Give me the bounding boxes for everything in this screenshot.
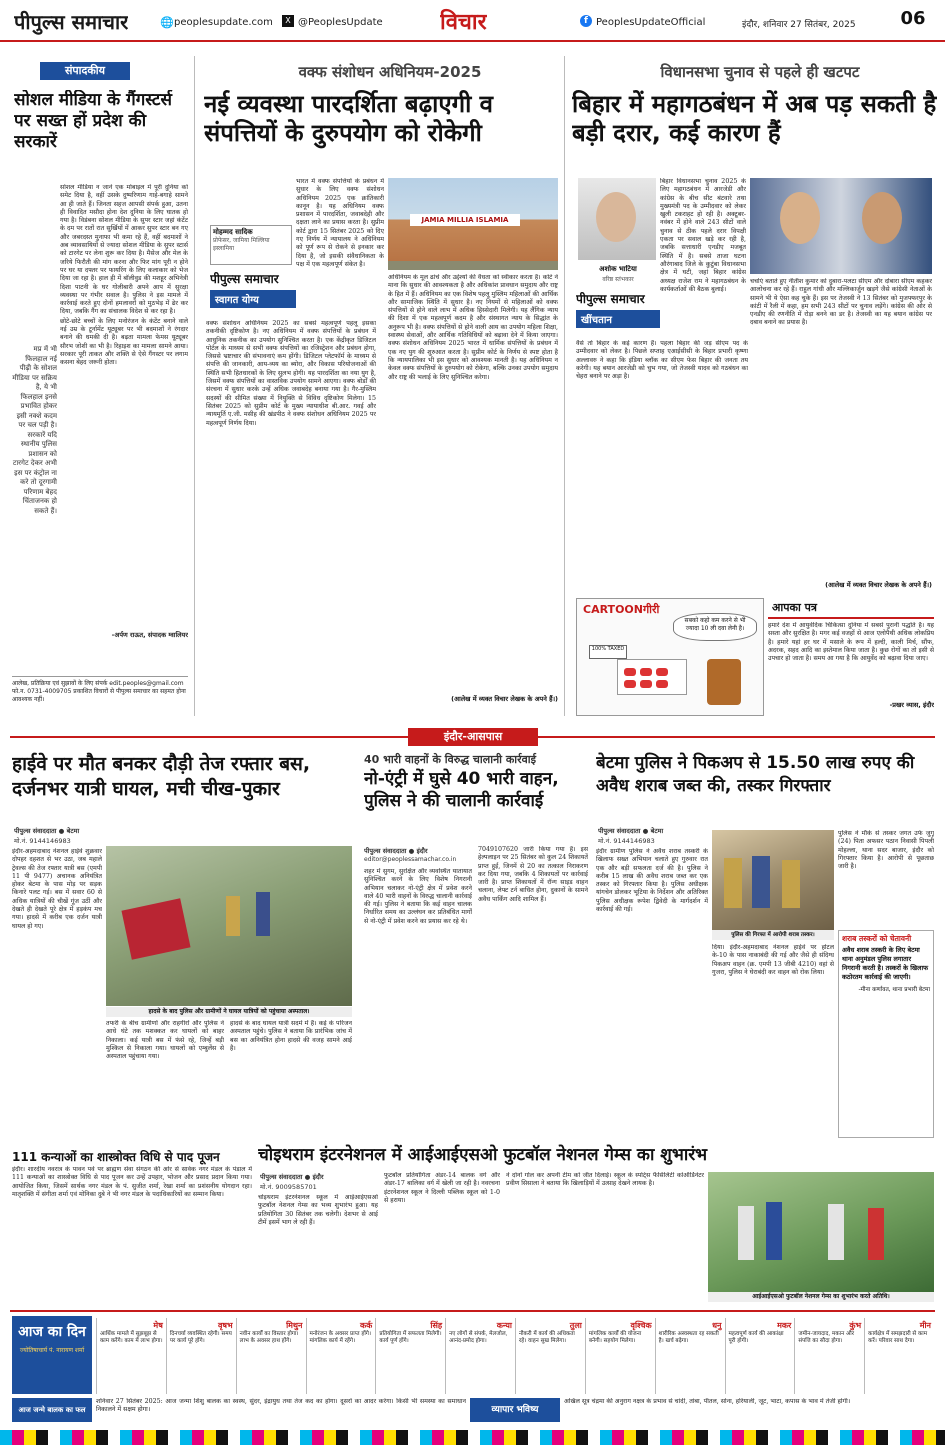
column-divider — [564, 56, 565, 716]
bus-photo-caption: हादसे के बाद पुलिस और ग्रामीणों ने घायल यात्रियों को पहुंचाया अस्पताल। — [106, 1007, 352, 1017]
issue-date: इंदौर, शनिवार 27 सितंबर, 2025 — [742, 20, 856, 30]
cartoon-box — [576, 598, 764, 716]
liquor-photo — [712, 830, 834, 930]
waqf-kicker: वक्फ संशोधन अधिनियम-2025 — [298, 63, 482, 81]
letters-box — [768, 598, 934, 716]
bihar-label-brand: पीपुल्स समाचार — [576, 292, 645, 306]
business-label: व्यापार भविष्य — [470, 1398, 560, 1422]
liquor-byline-name: पीपुल्स संवाददाता — [598, 827, 641, 835]
rashi-text: नवीन कार्यों का विस्तार होगा। लाभ के अवसर हाथ होंगे। — [239, 1331, 299, 1345]
rashi-text: मनोरंजन के अवसर प्राप्त होंगे। मांगलिक कार्य में रहेंगे। — [309, 1331, 372, 1345]
cartoon-tag: 100% TAXED — [589, 645, 627, 659]
rashi-name: कन्या — [496, 1321, 512, 1330]
bus-byline: पीपुल्स संवाददाता ● बेटमा — [14, 827, 80, 835]
kanya-body: इंदौर। शारदीय नवरात्र के पावन पर्व पर ब्राह्मण सेवा संगठन की ओर से सार्वक नगर मंडल के पंडाल में 111 कन्याओं का शास्त्रोक्त विधि से पाद पूजन कर उन्हें उपहार, भोजन और प्रसाद प्रदान किया गया। आयोजित किया, जिसमें सार्थक नगर मंडल के पं. सुजीत शर्मा, रेखा शर्मा का प्रशंसनीय योगदान रहा। मातृशक्ति में संगीता शर्मा एवं मोनिका दुबे ने भी नगर मंडल के पदाधिकारियों का सम्मान किया। — [12, 1166, 252, 1198]
rashi-name: तुला — [569, 1321, 582, 1330]
liquor-body2: दिया। इंदौर-अहमदाबाद नेशनल हाईवे पर होटल के-10 के पास नाकाबंदी की गई और जैसे ही संदिग्ध पिकअप वाहन (क्र. एमपी 13 जीबी 4210) वहां से गुजरा, पुलिस ने घेराबंदी कर वाहन को रोक लिया। — [712, 944, 834, 976]
rashi-name: वृश्चिक — [630, 1321, 652, 1330]
trucks-body1: शहर में सुगम, सुरक्षित और व्यवस्थित यातायात सुनिश्चित करने के लिए विशेष निगरानी अभियान चलाकर नो-एंट्री क्षेत्र में प्रवेश करने वाले 40 भारी वाहनों के विरुद्ध चालानी कार्रवाई की गई। पुलिस ने बताया कि कई वाहन चालक निर्धारित समय का उल्लंघन कर प्रतिबंधित मार्गों से नो-एंट्री में प्रवेश करने का प्रयास कर रहे थे। — [364, 868, 472, 925]
bus-photo — [106, 846, 352, 1006]
liquor-byline: पीपुल्स संवाददाता ● बेटमा — [598, 827, 664, 835]
bihar-footer: (आलेख में व्यक्त विचार लेखक के अपने हैं।) — [825, 581, 932, 589]
liquor-warning-title: शराब तस्करों को चेतावनी — [842, 934, 912, 943]
trucks-email[interactable]: editor@peoplessamachar.co.in — [364, 856, 457, 863]
letters-signature: -प्रखर व्यास, इंदौर — [889, 701, 934, 709]
editorial-sidebar: मप्र में भी फिलहाल नई पीढ़ी के सोशल मीडिया पर सक्रिय है, ये भी फिलहाल इनसे प्रभावित होकर इसी नक्शे कदम पर चल पड़ी है। सरकारें यदि स्थानीय पुलिस प्रशासन को टारगेट देकर अभी इस पर कंट्रोल ना करे तो दूरगामी परिणाम बेहद चिंताजनक हो सकते हैं। — [12, 345, 57, 515]
rashi-name: सिंह — [430, 1321, 443, 1330]
bus-byline-name: पीपुल्स संवाददाता — [14, 827, 57, 835]
cartoon-tablets — [617, 659, 687, 695]
rashi-name: मकर — [777, 1321, 792, 1330]
globe-icon: 🌐 — [160, 16, 174, 29]
football-byline: पीपुल्स संवाददाता ● इंदौर — [260, 1173, 324, 1181]
football-photo-caption: आईआईएसओ फुटबॉल नेशनल गेम्स का शुभारंभ करते अतिथि। — [708, 1292, 934, 1302]
bihar-kicker: विधानसभा चुनाव से पहले ही खटपट — [660, 63, 860, 81]
rashi-cell — [585, 1318, 655, 1394]
rashi-cell — [725, 1318, 795, 1394]
rashi-text: मांगलिक कार्यों की योजना बनेगी। सहयोग मिलेगा। — [588, 1331, 642, 1345]
section-title: विचार — [440, 10, 487, 35]
author-photo — [578, 178, 656, 260]
facebook-icon: f — [580, 15, 592, 27]
trucks-byline-place: इंदौर — [416, 847, 428, 855]
rashi-cell — [445, 1318, 515, 1394]
birthday-label: आज जन्मे बालक का फल — [12, 1398, 92, 1422]
bus-body1: इंदौर-अहमदाबाद नेशनल हाईवे शुक्रवार दोपहर दहशत से भर उठा, जब महाले ट्रेवल्स की तेज रफ्तार यात्री बस (एमपी 11 पी 9477) अचानक अनियंत्रित होकर बेटमा के पास मोड़ पर सड़क किनारे पलट गई। बस में सवार 60 से अधिक यात्रियों की चीखें गूंज उठीं और देखते ही देखते पूरे क्षेत्र में हड़कंप मच गया। हादसे में करीब एक दर्जन यात्री घायल हो गए। — [12, 848, 102, 930]
bus-body2: तफरी के बीच ग्रामीणों और राहगीरों और पुलिस ने आधे घंटे तक मशक्कत कर घायलों को बाहर निकाला। कई यात्री बस में फंसे रहे, जिन्हें बड़ी मुश्किल से निकाला गया। घायलों को एम्बुलेंस से अस्पताल पहुंचाया गया। — [106, 1020, 224, 1061]
editorial-label: संपादकीय — [40, 62, 130, 80]
page-number: 06 — [900, 8, 926, 29]
editorial-body-p1: सोशल मीडिया न जाने एक मोबाइल में पूरी दुनिया को समेट दिया है, वहीं उसके दुष्परिणाम गाहे-बगाहे सामने आ ही जाते हैं। जिनता सहज आपसी संपर्क हुआ, उतना ही विवादित मसौदा होना देश दुनिया के लिए घातक हो गया है। विडंबना सोशल मीडिया के सुपर स्टार जहां कंटेंट के दम पर रातों रात सुर्खियों में आकर सुपर स्टार बन गए और जबरदस्त मुनाफा भी कमा रहे हैं, वहीं बदमाशों ने अब व्यावसायियों से ज्यादा सोशल मीडिया के सुपर स्टार्स को टारगेट पर लेना शुरू कर दिया है। मैसेज और मेल के जरिये फिरौती की मांग करना और फिर मांग पूरी न होने पर घर या दफ्तर पर फायरिंग के लिए कलाकार को भेज दिया जा रहा है। हाल ही में बॉलीवुड की मशहूर अभिनेत्री दिशा पाटनी के घर गोलीबारी अपने आप में सुरक्षा व्यवस्था पर गंभीर सवाल है। पुलिस ने इस मामले में कार्रवाई करते हुए दोनों हमलावरों को मुठभेड़ में ढेर कर दिया, जबकि गैंग का संचालक विदेश से कर रहा है। — [60, 184, 188, 316]
rashi-name: वृषभ — [217, 1321, 233, 1330]
twitter-icon: X — [282, 15, 294, 27]
bihar-title: बिहार में महागठबंधन में अब पड़ सकती है बड़ी दरार, कई कारण हैं — [572, 90, 937, 147]
masthead — [0, 0, 945, 42]
rashi-name: मीन — [919, 1321, 931, 1330]
jamia-photo-sign: JAMIA MILLIA ISLAMIA — [410, 214, 520, 226]
logo: पीपुल्स समाचार — [14, 10, 129, 34]
trucks-kicker: 40 भारी वाहनों के विरुद्ध चालानी कार्रवाई — [364, 753, 537, 766]
letters-label: आपका पत्र — [768, 598, 934, 619]
rashi-cell — [515, 1318, 585, 1394]
waqf-label-brand: पीपुल्स समाचार — [210, 272, 279, 286]
birthday-text: शनिवार 27 सितंबर 2025: आज जन्मा शिशु बालक का स्वस्थ, सुंदर, इंद्रायुध तथा तेज कद का होगा। दूसरों का आदर करेगा। किसी भी समस्या का समाधान निकालने में सक्षम होगा। — [96, 1398, 466, 1414]
rashi-cell — [655, 1318, 725, 1394]
rashi-text: दिनचर्या व्यवस्थित रहेगी। समय पर कार्य पूरे होंगे। — [169, 1331, 232, 1345]
football-body3: ने दोनों गोल कर अपनी टीम को जीत दिलाई। स्कूल के स्पोर्ट्स फैसिलिटी कोऑर्डिनेटर प्रवीण सिसाला ने बताया कि खिलाड़ियों में उत्साह देखने लायक है। — [506, 1172, 704, 1188]
rashi-name: कुंभ — [849, 1321, 862, 1330]
bihar-col2: वैसे तो बिहार के कई कारण हैं। पहला बिहार की जड़ सीएम पद के उम्मीदवार को लेकर है। पिछले सप्ताह एआईसीसी के बिहार प्रभारी कृष्णा अल्लावरु ने कहा कि इंडिया ब्लॉक का सीएम फेस बिहार की जनता तय करेगी। यह बयान आरजेडी को चुभ गया, जो तेजस्वी यादव को गठबंधन का चेहरा बनाने पर अड़ा है। — [576, 340, 748, 381]
waqf-author-title: प्रोफेसर, जामिया मिल्लिया इस्लामिया — [213, 237, 270, 252]
bus-body3: हादसे के बाद घायल यात्री सदमे में हैं। कई के परिजन अस्पताल पहुंचे। पुलिस ने बताया कि प्रारंभिक जांच में बस का अनियंत्रित होना हादसे की वजह सामने आई है। — [230, 1020, 352, 1052]
facebook-handle[interactable]: PeoplesUpdateOfficial — [596, 17, 706, 28]
liquor-title: बेटमा पुलिस ने पिकअप से 15.50 लाख रुपए की अवैध शराब जब्त की, तस्कर गिरफ्तार — [596, 753, 915, 796]
bus-title: हाईवे पर मौत बनकर दौड़ी तेज रफ्तार बस, दर्जनभर यात्री घायल, मची चीख-पुकार — [12, 753, 311, 800]
rashi-name: मिथुन — [286, 1321, 303, 1330]
rashi-text: कार्यक्षेत्र में समझदारी से काम करें। परिवार साथ देगा। — [868, 1331, 928, 1345]
rashifal-rule — [10, 1310, 935, 1312]
bihar-label-box — [576, 290, 660, 338]
bus-mobile: मो.नं. 9144146983 — [14, 837, 71, 845]
rashi-cell — [375, 1318, 445, 1394]
rashi-text: शारीरिक अस्वस्थता रह सकती है। खर्च बढ़ेगा। — [658, 1331, 719, 1345]
trucks-byline: पीपुल्स संवाददाता ● इंदौर — [364, 847, 428, 855]
business-text: अखिल सूत्र चंद्रमा की अनुराग नक्षत्र के प्रभाव से चांदी, तांबा, पीतल, सोना, हरियाली, जूट, भाटा, कपास के भाव में तेजी होगी। — [564, 1398, 851, 1405]
trucks-body2: 7049107620 जारी किया गया है। इस हेल्पलाइन पर 25 सितंबर को कुल 24 शिकायतें प्राप्त हुईं, जिनमें से 20 का तत्काल निराकरण कर दिया गया, जबकि 4 शिकायतों पर कार्रवाई जारी है। प्राप्त शिकायतों में रॉन्ग साइड वाहन चलाना, लेफ्ट टर्न बाधित होना, दुकानों के सामने अवैध पार्किंग आदि शामिल हैं। — [478, 846, 588, 903]
editorial-body — [60, 184, 188, 629]
liquor-photo-caption: पुलिस की गिरफ्त में आरोपी शराब तस्कर। — [712, 930, 834, 940]
football-byline-place: इंदौर — [312, 1173, 324, 1181]
rashi-name: कर्क — [360, 1321, 373, 1330]
waqf-col3: अधिनियम के मूल ढांचे और उद्देश्यों की वैधता को स्वीकार करता है। कोर्ट ने माना कि सुधार की आवश्यकता है और अधिकांश प्रावधान समुदाय और राष्ट्र के हित में हैं। अधिनियम का एक विशेष पहलू मुस्लिम महिलाओं की आर्थिक और सामाजिक स्थिति में सुधार है। नए नियमों से महिलाओं को वक्फ संपत्तियों से होने वाले लाभ में अधिक हिस्सेदारी मिलेगी। यह लैंगिक न्याय की दिशा में एक महत्वपूर्ण कदम है और संस्थागत न्याय के सिद्धांत के अनुरूप भी है। वक्फ संपत्तियों से होने वाली आय का उपयोग महिला शिक्षा, स्वास्थ्य सेवाओं, और आर्थिक गतिविधियों को बढ़ावा देने में किया जाएगा। वक्फ संशोधन अधिनियम 2025 भारत में धार्मिक संपत्तियों के प्रबंधन में एक नए युग की शुरुआत करता है। सुप्रीम कोर्ट के निर्णय से स्पष्ट होता है कि न्यायपालिका भी इस सुधार को आवश्यक मानती है। यह अधिनियम न केवल वक्फ संपत्तियों के दुरुपयोग को रोकेगा, बल्कि उनका उपयोग समुदाय और राष्ट्र की भलाई के लिए सुनिश्चित करेगा। — [388, 274, 558, 381]
rashi-text: प्रतियोगिता में सफलता मिलेगी। कार्य पूर्ण होंगे। — [379, 1331, 442, 1345]
bihar-col3: चर्चाएं बताते हुए नीतीश कुमार को दुबारा-पलटा सीएम और दोबारा सीएम कहकर आलोचना कर रहे हैं। राहुल गांधी और मल्लिकार्जुन खड़गे जैसे कांग्रेसी नेताओं के सामने भी ये ऐसा कह चुके हैं। इस पर तेजस्वी ने 13 सितंबर को मुजफ्फरपुर के कांटी में रैली में कहा, हम सभी 243 सीटों पर चुनाव लड़ेंगे। कांग्रेस की ओर से एनडीए की रणनीति में रोड़ा बनने का डर है। तेजस्वी का यह बयान कांग्रेस पर दबाव बनाने का प्रयास है। — [750, 278, 932, 327]
liquor-byline-place: बेटमा — [650, 827, 664, 835]
rashi-cell — [794, 1318, 864, 1394]
jamia-photo — [388, 178, 558, 270]
local-section-label: इंदौर-आसपास — [408, 728, 538, 746]
football-photo — [708, 1172, 934, 1292]
rashi-name: धनु — [712, 1321, 722, 1330]
rashifal-box — [12, 1316, 92, 1394]
rashi-text: नए लोगों से संपर्क, मेलजोल, आनंद-प्रमोद होगा। — [449, 1331, 508, 1345]
twitter-handle[interactable]: @PeoplesUpdate — [298, 17, 383, 28]
waqf-col1: भारत में वक्फ संपत्तियों के प्रबंधन में सुधार के लिए वक्फ संशोधन अधिनियम 2025 एक क्रांतिकारी कानून है। यह अधिनियम वक्फ प्रशासन में पारदर्शिता, जवाबदेही और दक्षता लाने का प्रयास करता है। सुप्रीम कोर्ट द्वारा 15 सितंबर 2025 को दिए गए निर्णय में न्यायालय ने अधिनियम को पूर्ण रूप से रोकने से इनकार कर दिया है, जो इसकी संवैधानिकता के पक्ष में एक महत्वपूर्ण संकेत है। — [296, 178, 384, 268]
color-bar — [0, 1430, 945, 1445]
waqf-author-name: मोहम्मद सादिक — [213, 228, 253, 236]
liquor-warning-text: अवैध शराब तस्करी के लिए बेटमा थाना अनुमंडल पुलिस लगातार निगरानी करती है। तस्करों के खिलाफ कठोरतम कार्रवाई की जाएगी। — [842, 946, 929, 981]
rashi-cell — [306, 1318, 376, 1394]
letters-body: हमारे देश में आयुर्वेदिक चिकित्सा दुनिया में सबसे पुरानी पद्धति है। यह सस्ता और सुरक्षित है। मगर कई वजहों से आज एलोपैथी अधिक लोकप्रिय है। हमारे यहां हर घर में मसाले के रूप में हल्दी, काली मिर्च, सौंफ, अदरक, सहद आदि का इस्तेमाल किया जाता है। कुछ रोगों का तो इसी से उपचार हो जाता है। समय आ गया है कि आयुर्वेद को बढ़ावा दिया जाए। — [768, 622, 934, 663]
politicians-photo — [750, 178, 932, 274]
waqf-footer: (आलेख में व्यक्त विचार लेखक के अपने हैं।) — [451, 695, 558, 703]
rashi-text: आर्थिक मामले में सुझबूझ से काम करेंगे। काम में लाभ होगा। — [100, 1331, 163, 1345]
liquor-body1: इंदौर ग्रामीण पुलिस ने अवैध शराब तस्करी के खिलाफ सख्त अभियान चलाते हुए गुरुवार रात एक और बड़ी सफलता दर्ज की है। पुलिस ने करीब 15 लाख की अवैध शराब जब्त कर एक तस्कर को गिरफ्तार किया है। पुलिस अधीक्षक यांगचेन डोलकर भूटिया के निर्देशन और अतिरिक्त पुलिस अधीक्षक रूपेश द्विवेदी के मार्गदर्शन में कार्रवाई की गई। — [596, 848, 708, 914]
waqf-label-box — [210, 270, 296, 316]
editorial-signature: -अर्पण राऊत, संपादक ग्वालियर — [111, 631, 188, 639]
football-mobile: मो.नं. 9009585701 — [260, 1183, 317, 1191]
trucks-byline-name: पीपुल्स संवाददाता — [364, 847, 407, 855]
waqf-col2: वक्फ संशोधन अधिनियम 2025 का सबसे महत्वपूर्ण पहलू इसका तकनीकी दृष्टिकोण है। नए अधिनियम में वक्फ संपत्तियों के प्रबंधन में आधुनिक तकनीक का उपयोग सुनिश्चित करता है। एक केंद्रीकृत डिजिटल पोर्टल के माध्यम से सभी वक्फ संपत्तियों का रजिस्ट्रेशन और प्रबंधन होगा, जिससे भ्रष्टाचार की संभावनाएं कम होंगी। डिजिटल प्लेटफॉर्म के माध्यम से संपत्ति की जानकारी, आय-व्यय का ब्योरा, और विकास परियोजनाओं की स्थिति सभी हितधारकों के लिए सुलभ होगी। यह पारदर्शिता का नया युग है, जिसमें वक्फ संपत्तियों का वास्तविक उपयोग सामने आएगा। वक्फ बोर्डों की संरचना में सुधार करके उन्हें अधिक जवाबदेह बनाया गया है। गैर-मुस्लिम सदस्यों की सीमित संख्या में नियुक्ति से विविध दृष्टिकोण मिलेगा। 15 सितंबर 2025 को सुप्रीम कोर्ट के मुख्य न्यायाधीश बी.आर. गवई और न्यायमूर्ति ए.जी. मसीह की खंडपीठ ने वक्फ संशोधन अधिनियम 2025 पर महत्वपूर्ण निर्णय दिया। — [206, 320, 376, 427]
kanya-title: 111 कन्याओं का शास्त्रोक्त विधि से पाद पूजन — [12, 1150, 220, 1164]
editorial-title: सोशल मीडिया के गैंगस्टर्स पर सख्त हों प्रदेश की सरकारें — [14, 90, 172, 152]
rashi-text: महत्वपूर्ण कार्य की आकांक्षा पूरी होगी। — [728, 1331, 784, 1345]
cartoon-speech: सबको कहो कम करने से भी ज्यादा 10 ली दवा लेनी है। — [673, 613, 757, 641]
liquor-mobile: मो.नं. 9144146983 — [598, 837, 655, 845]
rashi-cell — [236, 1318, 306, 1394]
rashi-text: जमीन-जायदाद, मकान और संपत्ति का सौदा होगा। — [798, 1331, 855, 1345]
liquor-warning-box — [838, 930, 934, 1138]
rashi-name: मेष — [153, 1321, 163, 1330]
bus-byline-place: बेटमा — [66, 827, 80, 835]
cartoon-bottle — [707, 659, 741, 705]
waqf-label: स्वागत योग्य — [210, 290, 296, 308]
rashifal-title: आज का दिन — [18, 1324, 86, 1340]
rashi-cell — [166, 1318, 236, 1394]
waqf-author-box — [210, 225, 292, 265]
football-title: चोइथराम इंटरनेशनल में आईआईएसओ फुटबॉल नेशनल गेम्स का शुभारंभ — [258, 1145, 708, 1165]
football-body2: फुटबॉल प्रतियोगिता अंडर-14 बालक वर्ग और अंडर-17 बालिका वर्ग में खेली जा रही है। नवरचना इंटरनेशनल स्कूल ने दिल्ली पब्लिक स्कूल को 1-0 से हराया। — [384, 1172, 500, 1204]
editorial-footer: आलेख, प्रतिक्रिया एवं सुझावों के लिए संपर्क edit.peoples@gmail.com फो.न. 0731-4009705 प्रकाशित विचारों से पीपुल्स समाचार का सहमत होना आवश्यक नहीं। — [12, 676, 188, 708]
rashifal-guru: ज्योतिषाचार्य पं. नारायण शर्मा — [19, 1347, 85, 1354]
waqf-title: नई व्यवस्था पारदर्शिता बढ़ाएगी व संपत्तियों के दुरुपयोग को रोकेगी — [204, 90, 494, 147]
website-link[interactable]: peoplesupdate.com — [174, 17, 273, 28]
bihar-author-title: वरिष्ठ स्तंभकार — [602, 276, 634, 283]
column-divider — [194, 56, 195, 716]
bihar-label: खींचतान — [576, 310, 660, 328]
editorial-body-p2: छोटे-छोटे बच्चों के लिए मनोरंजन के कंटेंट बनाने वाले नई उम्र के टूर्नामेंट यूट्यूबर पर भी बदमाशों ने रंगदार बनाने की धमकी दी है। बढ़ता मामला फेमस यूट्यूबर सौरभ जोशी का भी है। रिहाइश का मामला सामने आया। सरकार पूरी ताकत और शक्ति से ऐसे गैंगस्टर पर लगाम कसना बेहद जरूरी होता। — [60, 317, 188, 367]
liquor-warning-sig: -मीना कर्णावत, थाना प्रभारी बेटमा — [858, 987, 930, 993]
rashi-cell — [96, 1318, 166, 1394]
football-byline-name: पीपुल्स संवाददाता — [260, 1173, 303, 1181]
liquor-body3: पुलिस ने मौके से तस्कर जगत उर्फ जुगू (24) पिता अफसर पठान निवासी पिपली मोहल्ला, थाना सदर बाजार, इंदौर को गिरफ्तार किया है। आरोपी से पूछताछ जारी है। — [838, 830, 934, 871]
rashi-text: नौकरी में कार्य की अधिकता रहे। वाहन सुख मिलेगा। — [519, 1331, 575, 1345]
trucks-title: नो-एंट्री में घुसे 40 भारी वाहन, पुलिस ने की चालानी कार्रवाई — [364, 769, 559, 811]
bihar-col1: बिहार विधानसभा चुनाव 2025 के लिए महागठबंधन में आरजेडी और कांग्रेस के बीच सीट बंटवारे तथा मुख्यमंत्री पद के उम्मीदवार को लेकर खुली टकराहट हो रही है। अक्टूबर-नवंबर में होने वाले 243 सीटों वाले चुनाव से ठीक पहले दरार विपक्षी एकता पर सवाल खड़े कर रही है, जबकि सत्ताधारी एनडीए मजबूत स्थिति में है। सबसे ताजा घटना औरंगाबाद जिले के कुटुंबा विधानसभा क्षेत्र में घटी, जहां बिहार कांग्रेस अध्यक्ष राजेश राम ने महागठबंधन के कार्यकर्ताओं की बैठक बुलाई। — [660, 178, 746, 293]
football-body1: चोइथराम इंटरनेशनल स्कूल में आईआईएसओ फुटबॉल नेशनल गेम्स का भव्य शुभारंभ हुआ। यह प्रतियोगिता 30 सितंबर तक चलेगी। देशभर से आई टीमें इसमें भाग ले रही हैं। — [258, 1194, 378, 1226]
rashi-cell — [864, 1318, 934, 1394]
cartoon-label: CARTOONगीरी — [583, 603, 660, 616]
bihar-author-name: अशोक भाटिया — [599, 265, 637, 273]
